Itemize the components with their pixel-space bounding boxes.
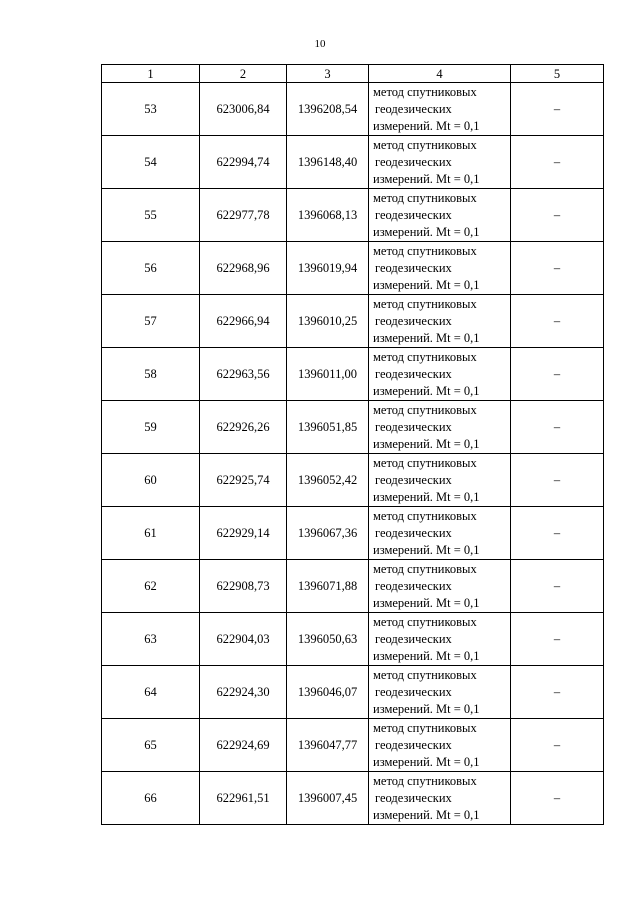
method-line: геодезических: [375, 101, 452, 116]
table-row: [102, 613, 604, 666]
point-number-cell: 63: [102, 613, 200, 666]
y-coordinate-cell: 1396068,13: [287, 189, 369, 242]
method-line: измерений. Mt = 0,1: [373, 595, 480, 610]
x-coordinate-cell: 622966,94: [200, 295, 287, 348]
header-col-2: 2: [200, 65, 287, 83]
table-row: [102, 189, 604, 242]
method-cell: [369, 613, 511, 666]
table-row: [102, 719, 604, 772]
table-row: [102, 136, 604, 189]
method-line: измерений. Mt = 0,1: [373, 701, 480, 716]
y-coordinate-cell: 1396071,88: [287, 560, 369, 613]
point-number-cell: 62: [102, 560, 200, 613]
method-line: метод спутниковых: [373, 84, 477, 99]
x-coordinate-cell: 622994,74: [200, 136, 287, 189]
method-line: геодезических: [375, 366, 452, 381]
point-number-cell: 66: [102, 772, 200, 825]
method-line: метод спутниковых: [373, 190, 477, 205]
table-row: [102, 560, 604, 613]
note-cell: –: [511, 772, 604, 825]
x-coordinate-cell: 622977,78: [200, 189, 287, 242]
table-row: [102, 295, 604, 348]
method-line: измерений. Mt = 0,1: [373, 648, 480, 663]
note-cell: –: [511, 295, 604, 348]
method-line: измерений. Mt = 0,1: [373, 171, 480, 186]
table-row: [102, 348, 604, 401]
method-line: измерений. Mt = 0,1: [373, 542, 480, 557]
y-coordinate-cell: 1396148,40: [287, 136, 369, 189]
note-cell: –: [511, 719, 604, 772]
page-number: 10: [314, 38, 326, 50]
method-line: метод спутниковых: [373, 455, 477, 470]
method-line: измерений. Mt = 0,1: [373, 754, 480, 769]
method-cell: [369, 719, 511, 772]
method-line: измерений. Mt = 0,1: [373, 118, 480, 133]
point-number-cell: 57: [102, 295, 200, 348]
y-coordinate-cell: 1396208,54: [287, 83, 369, 136]
method-line: геодезических: [375, 631, 452, 646]
point-number-cell: 60: [102, 454, 200, 507]
method-line: метод спутниковых: [373, 402, 477, 417]
y-coordinate-cell: 1396007,45: [287, 772, 369, 825]
method-line: метод спутниковых: [373, 561, 477, 576]
method-line: измерений. Mt = 0,1: [373, 224, 480, 239]
x-coordinate-cell: 622924,30: [200, 666, 287, 719]
point-number-cell: 58: [102, 348, 200, 401]
method-line: измерений. Mt = 0,1: [373, 807, 480, 822]
method-cell: [369, 348, 511, 401]
y-coordinate-cell: 1396046,07: [287, 666, 369, 719]
y-coordinate-cell: 1396067,36: [287, 507, 369, 560]
method-cell: [369, 136, 511, 189]
method-line: измерений. Mt = 0,1: [373, 489, 480, 504]
note-cell: –: [511, 401, 604, 454]
method-cell: [369, 772, 511, 825]
table-row: [102, 666, 604, 719]
note-cell: –: [511, 189, 604, 242]
method-line: геодезических: [375, 154, 452, 169]
method-line: измерений. Mt = 0,1: [373, 277, 480, 292]
y-coordinate-cell: 1396011,00: [287, 348, 369, 401]
header-col-3: 3: [287, 65, 369, 83]
point-number-cell: 53: [102, 83, 200, 136]
x-coordinate-cell: 622968,96: [200, 242, 287, 295]
method-line: метод спутниковых: [373, 720, 477, 735]
method-line: метод спутниковых: [373, 667, 477, 682]
x-coordinate-cell: 622929,14: [200, 507, 287, 560]
method-line: метод спутниковых: [373, 349, 477, 364]
method-line: геодезических: [375, 260, 452, 275]
y-coordinate-cell: 1396019,94: [287, 242, 369, 295]
coordinates-table: [101, 64, 604, 825]
method-line: измерений. Mt = 0,1: [373, 383, 480, 398]
y-coordinate-cell: 1396051,85: [287, 401, 369, 454]
x-coordinate-cell: 622963,56: [200, 348, 287, 401]
point-number-cell: 56: [102, 242, 200, 295]
method-line: геодезических: [375, 313, 452, 328]
method-line: геодезических: [375, 737, 452, 752]
method-line: геодезических: [375, 419, 452, 434]
header-row: [102, 65, 604, 83]
y-coordinate-cell: 1396047,77: [287, 719, 369, 772]
table-row: [102, 83, 604, 136]
x-coordinate-cell: 622908,73: [200, 560, 287, 613]
point-number-cell: 55: [102, 189, 200, 242]
note-cell: –: [511, 242, 604, 295]
table-row: [102, 454, 604, 507]
method-line: метод спутниковых: [373, 137, 477, 152]
method-cell: [369, 295, 511, 348]
table-body: [102, 83, 604, 825]
method-cell: [369, 454, 511, 507]
method-line: метод спутниковых: [373, 296, 477, 311]
method-line: геодезических: [375, 525, 452, 540]
point-number-cell: 59: [102, 401, 200, 454]
method-cell: [369, 666, 511, 719]
method-cell: [369, 189, 511, 242]
table-row: [102, 242, 604, 295]
point-number-cell: 54: [102, 136, 200, 189]
header-col-1: 1: [102, 65, 200, 83]
header-col-5: 5: [511, 65, 604, 83]
method-cell: [369, 560, 511, 613]
method-line: метод спутниковых: [373, 773, 477, 788]
note-cell: –: [511, 348, 604, 401]
method-line: измерений. Mt = 0,1: [373, 436, 480, 451]
y-coordinate-cell: 1396052,42: [287, 454, 369, 507]
method-line: геодезических: [375, 207, 452, 222]
note-cell: –: [511, 454, 604, 507]
method-cell: [369, 507, 511, 560]
note-cell: –: [511, 613, 604, 666]
method-line: геодезических: [375, 790, 452, 805]
point-number-cell: 65: [102, 719, 200, 772]
x-coordinate-cell: 622904,03: [200, 613, 287, 666]
method-line: измерений. Mt = 0,1: [373, 330, 480, 345]
method-line: геодезических: [375, 684, 452, 699]
x-coordinate-cell: 622924,69: [200, 719, 287, 772]
x-coordinate-cell: 623006,84: [200, 83, 287, 136]
table-row: [102, 507, 604, 560]
point-number-cell: 64: [102, 666, 200, 719]
note-cell: –: [511, 666, 604, 719]
x-coordinate-cell: 622925,74: [200, 454, 287, 507]
header-col-4: 4: [369, 65, 511, 83]
method-cell: [369, 83, 511, 136]
note-cell: –: [511, 136, 604, 189]
y-coordinate-cell: 1396050,63: [287, 613, 369, 666]
method-line: метод спутниковых: [373, 243, 477, 258]
method-line: метод спутниковых: [373, 614, 477, 629]
y-coordinate-cell: 1396010,25: [287, 295, 369, 348]
method-cell: [369, 401, 511, 454]
table-row: [102, 401, 604, 454]
table-header: [102, 65, 604, 83]
method-line: геодезических: [375, 472, 452, 487]
table-row: [102, 772, 604, 825]
note-cell: –: [511, 560, 604, 613]
x-coordinate-cell: 622926,26: [200, 401, 287, 454]
x-coordinate-cell: 622961,51: [200, 772, 287, 825]
note-cell: –: [511, 507, 604, 560]
method-line: метод спутниковых: [373, 508, 477, 523]
method-cell: [369, 242, 511, 295]
method-line: геодезических: [375, 578, 452, 593]
note-cell: –: [511, 83, 604, 136]
point-number-cell: 61: [102, 507, 200, 560]
